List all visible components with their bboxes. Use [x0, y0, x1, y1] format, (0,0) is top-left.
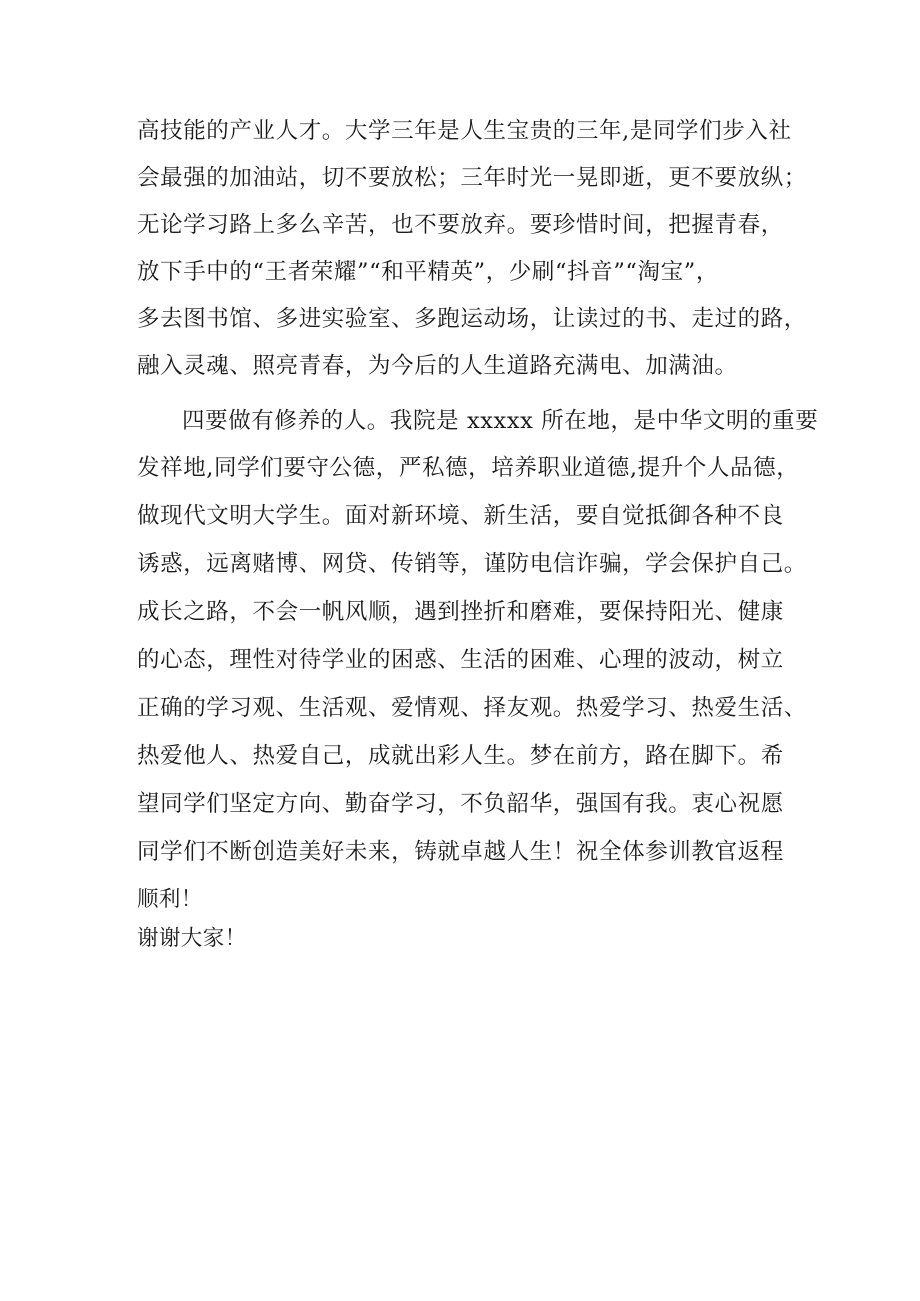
- paragraph-line: 诱惑，远离赌博、网贷、传销等，谨防电信诈骗，学会保护自己。: [137, 551, 807, 577]
- paragraph-line: 会最强的加油站，切不要放松；三年时光一晃即逝，更不要放纵；: [137, 165, 807, 191]
- paragraph-line: 发祥地,同学们要守公德，严私德，培养职业道德,提升个人品德，: [137, 455, 800, 481]
- paragraph-line: 四要做有修养的人。我院是 xxxxx 所在地，是中华文明的重要: [182, 408, 819, 434]
- paragraph-line: 多去图书馆、多进实验室、多跑运动场，让读过的书、走过的路，: [137, 306, 807, 332]
- paragraph-line: 热爱他人、热爱自己，成就出彩人生。梦在前方，路在脚下。希: [137, 743, 784, 769]
- paragraph-line: 同学们不断创造美好未来，铸就卓越人生！祝全体参训教官返程: [137, 839, 784, 865]
- closing-line: 谢谢大家！: [137, 926, 247, 951]
- paragraph-line: 的心态，理性对待学业的困惑、生活的困难、心理的波动，树立: [137, 647, 784, 673]
- paragraph-line: 顺利！: [137, 887, 203, 912]
- paragraph-line: 融入灵魂、照亮青春，为今后的人生道路充满电、加满油。: [137, 353, 738, 379]
- paragraph-line: 无论学习路上多么辛苦，也不要放弃。要珍惜时间，把握青春，: [137, 212, 784, 238]
- paragraph-line: 成长之路，不会一帆风顺，遇到挫折和磨难，要保持阳光、健康: [137, 599, 784, 625]
- paragraph-line: 放下手中的“王者荣耀”“和平精英”，少刷“抖音”“淘宝”，: [137, 259, 719, 285]
- paragraph-line: 做现代文明大学生。面对新环境、新生活，要自觉抵御各种不良: [137, 503, 784, 529]
- paragraph-line: 正确的学习观、生活观、爱情观、择友观。热爱学习、热爱生活、: [137, 695, 807, 721]
- paragraph-line: 望同学们坚定方向、勤奋学习，不负韶华，强国有我。衷心祝愿: [137, 791, 784, 817]
- paragraph-line: 高技能的产业人才。大学三年是人生宝贵的三年,是同学们步入社: [137, 118, 792, 144]
